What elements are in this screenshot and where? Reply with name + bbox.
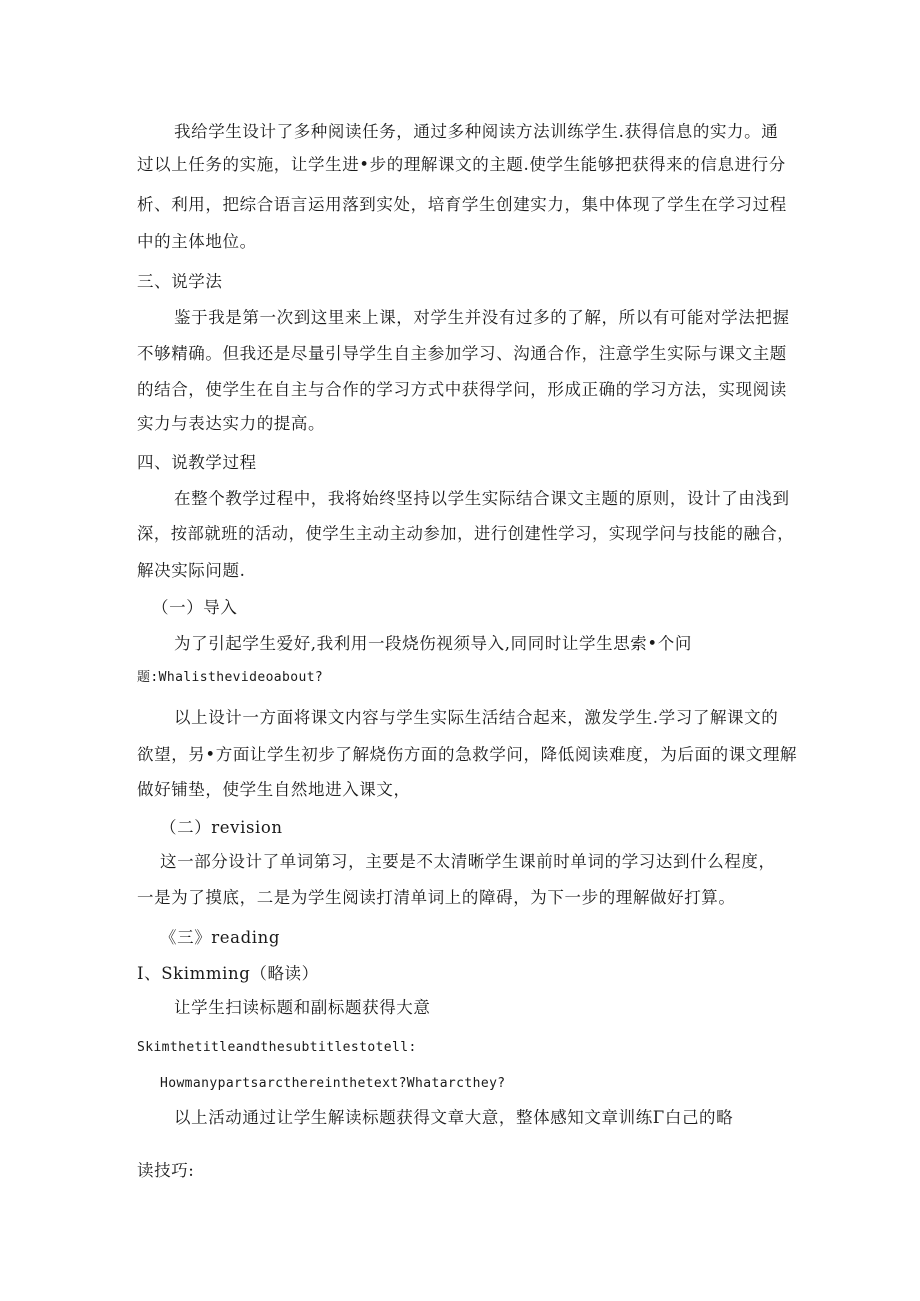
paragraph-3-line-2: 深，按部就班的活动，使学生主动主动参加，进行创建性学习，实现学问与技能的融合，: [137, 524, 795, 543]
paragraph-1-line-4: 中的主体地位。: [137, 232, 257, 251]
paragraph-8-line-2: 读技巧:: [137, 1161, 195, 1180]
paragraph-2-line-2: 不够精确。但我还是尽量引导学生自主参加学习、沟通合作，注意学生实际与课文主题: [137, 344, 787, 363]
paragraph-2-line-3: 的结合，使学生在自主与合作的学习方式中获得学问，形成正确的学习方法，实现阅读: [137, 380, 787, 399]
section-heading-3: 三、说学法: [137, 272, 223, 291]
paragraph-1-line-2: 过以上任务的实施，让学生进•步的理解课文的主题.使学生能够把获得来的信息进行分: [137, 155, 786, 174]
subsection-heading-1: （一）导入: [152, 598, 238, 617]
paragraph-2-line-4: 实力与表达实力的提高。: [137, 414, 326, 433]
paragraph-4-line-1: 为了引起学生爱好,我利用一段烧伤视须导入,同同时让学生思索•个问: [174, 634, 692, 653]
paragraph-5-line-2: 欲望，另•方面让学生初步了解烧伤方面的急救学问，降低阅读难度，为后面的课文理解: [137, 745, 798, 764]
paragraph-3-line-1: 在整个教学过程中，我将始终坚持以学生实际结合课文主题的原则，设计了由浅到: [174, 489, 790, 508]
section-heading-4: 四、说教学过程: [137, 453, 257, 472]
paragraph-3-line-3: 解决实际问题.: [137, 561, 246, 580]
paragraph-5-line-3: 做好铺垫，使学生自然地进入课文，: [137, 780, 411, 799]
paragraph-1-line-1: 我给学生设计了多种阅读任务，通过多种阅读方法训练学生.获得信息的实力。通: [174, 122, 779, 141]
paragraph-2-line-1: 鉴于我是第一次到这里来上课，对学生并没有过多的了解，所以有可能对学法把握: [174, 308, 790, 327]
english-question: Howmanypartsarcthereinthetext?Whatarcthey?: [160, 1076, 506, 1091]
subsection-heading-3: 《三》reading: [160, 928, 281, 947]
paragraph-7-line-1: 让学生扫读标题和副标题获得大意: [174, 998, 431, 1017]
skimming-heading: I、Skimming（略读）: [137, 964, 319, 983]
paragraph-4-line-2: 题:Whalisthevideoabout?: [137, 670, 324, 685]
paragraph-6-line-2: 一是为了摸底，二是为学生阅读打清单词上的障碍，为下一步的理解做好打算。: [137, 888, 736, 907]
paragraph-8-line-1: 以上活动通过让学生解读标题获得文章大意，整体感知文章训练Γ白己的略: [174, 1108, 734, 1127]
paragraph-6-line-1: 这一部分设计了单词第习，主要是不太清晰学生课前时单词的学习达到什么程度，: [160, 852, 776, 871]
paragraph-1-line-3: 析、利用，把综合语言运用落到实处，培育学生创建实力，集中体现了学生在学习过程: [137, 195, 787, 214]
english-instruction: Skimthetitleandthesubtitlestotell:: [137, 1040, 417, 1055]
paragraph-5-line-1: 以上设计一方面将课文内容与学生实际生活结合起来，激发学生.学习了解课文的: [174, 708, 779, 727]
subsection-heading-2: （二）revision: [160, 818, 283, 837]
